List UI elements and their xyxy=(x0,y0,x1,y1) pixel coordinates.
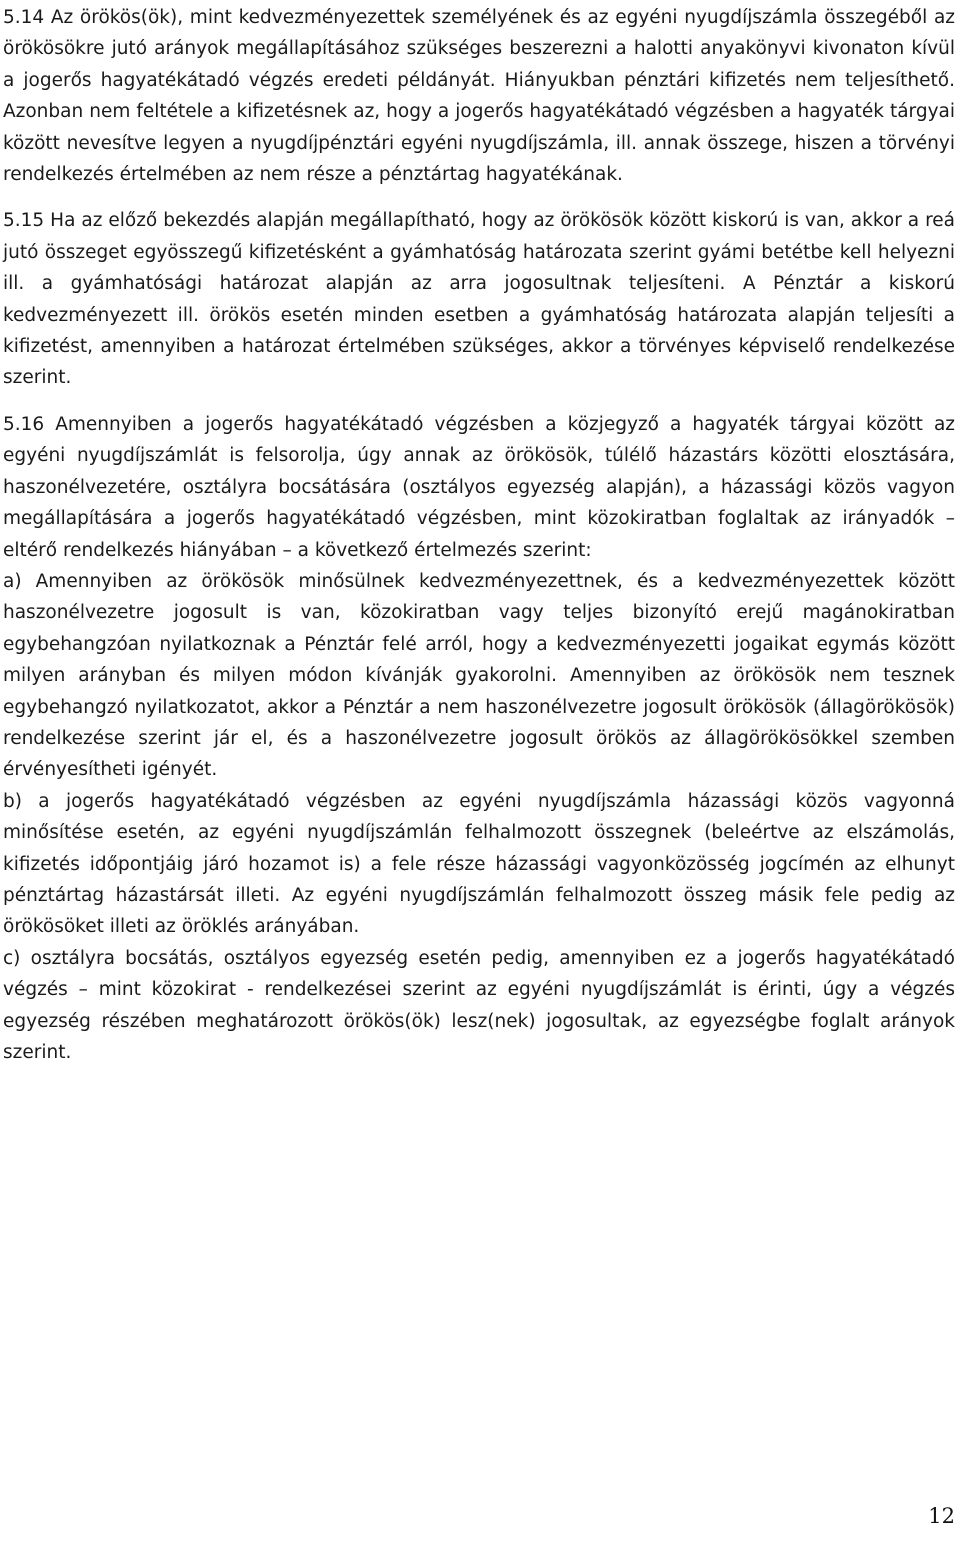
page-number: 12 xyxy=(928,1504,955,1528)
paragraph-5-15: 5.15 Ha az előző bekezdés alapján megállapítható, hogy az örökösök között kiskorú is van, akkor a reá jutó összeget egyösszegű kifizetésként a gyámhatóság határozata szerint gyámi betétbe kell helyezni ill. a gyámhatósági határozat alapján az arra jogosultnak teljesíteni. A Pénztár a kiskorú kedvezményezett ill. örökös esetén minden esetben a gyámhatóság határozata alapján teljesíti a kifizetést, amennyiben a határozat értelmében szükséges, akkor a törvényes képviselő rendelkezése szerint. xyxy=(3,210,955,389)
paragraph-5-16: 5.16 Amennyiben a jogerős hagyatékátadó végzésben a közjegyző a hagyaték tárgyai között az egyéni nyugdíjszámlát is felsorolja, úgy annak az örökösök, túlélő házastárs közötti elosztására, haszonélvezetére, osztályra bocsátására (osztályos egyezség alapján), a házassági közös vagyon megállapítására a jogerős hagyatékátadó végzésben, mint közokiratban foglaltak az irányadók – eltérő rendelkezés hiányában – a következő értelmezés szerint: xyxy=(3,413,955,561)
paragraph-item-c: c) osztályra bocsátás, osztályos egyezség esetén pedig, amennyiben ez a jogerős hagyatékátadó végzés – mint közokirat - rendelkezései szerint az egyéni nyugdíjszámlát is érinti, úgy a végzés egyezség részében meghatározott örökös(ök) lesz(nek) jogosultak, az egyezségbe foglalt arányok szerint. xyxy=(3,947,955,1063)
paragraph-item-b: b) a jogerős hagyatékátadó végzésben az egyéni nyugdíjszámla házassági közös vagyonná minősítése esetén, az egyéni nyugdíjszámlán felhalmozott összegnek (beleértve az elszámolás, kifizetés időpontjáig járó hozamot is) a fele része házassági vagyonközösség jogcímén az elhunyt pénztártag házastársát illeti. Az egyéni nyugdíjszámlán felhalmozott összeg másik fele pedig az örökösöket illeti az öröklés arányában. xyxy=(3,790,955,938)
document-body xyxy=(3,2,955,1068)
paragraph-item-a: a) Amennyiben az örökösök minősülnek kedvezményezettnek, és a kedvezményezettek között haszonélvezetre jogosult is van, közokiratban vagy teljes bizonyító erejű magánokiratban egybehangzóan nyilatkoznak a Pénztár felé arról, hogy a kedvezményezetti jogaikat egymás között milyen arányban és milyen módon kívánják gyakorolni. Amennyiben az örökösök nem tesznek egybehangzó nyilatkozatot, akkor a Pénztár a nem haszonélvezetre jogosult örökösök (állagörökösök) rendelkezése szerint jár el, és a haszonélvezetre jogosult örökös az állagörökösökkel szemben érvényesítheti igényét. xyxy=(3,570,955,781)
paragraph-5-14: 5.14 Az örökös(ök), mint kedvezményezettek személyének és az egyéni nyugdíjszámla összegéből az örökösökre jutó arányok megállapításához szükséges beszerezni a halotti anyakönyvi kivonaton kívül a jogerős hagyatékátadó végzés eredeti példányát. Hiányukban pénztári kifizetés nem teljesíthető. Azonban nem feltétele a kifizetésnek az, hogy a jogerős hagyatékátadó végzésben a hagyaték tárgyai között nevesítve legyen a nyugdíjpénztári egyéni nyugdíjszámla, ill. annak összege, hiszen a törvényi rendelkezés értelmében az nem része a pénztártag hagyatékának. xyxy=(3,7,955,186)
